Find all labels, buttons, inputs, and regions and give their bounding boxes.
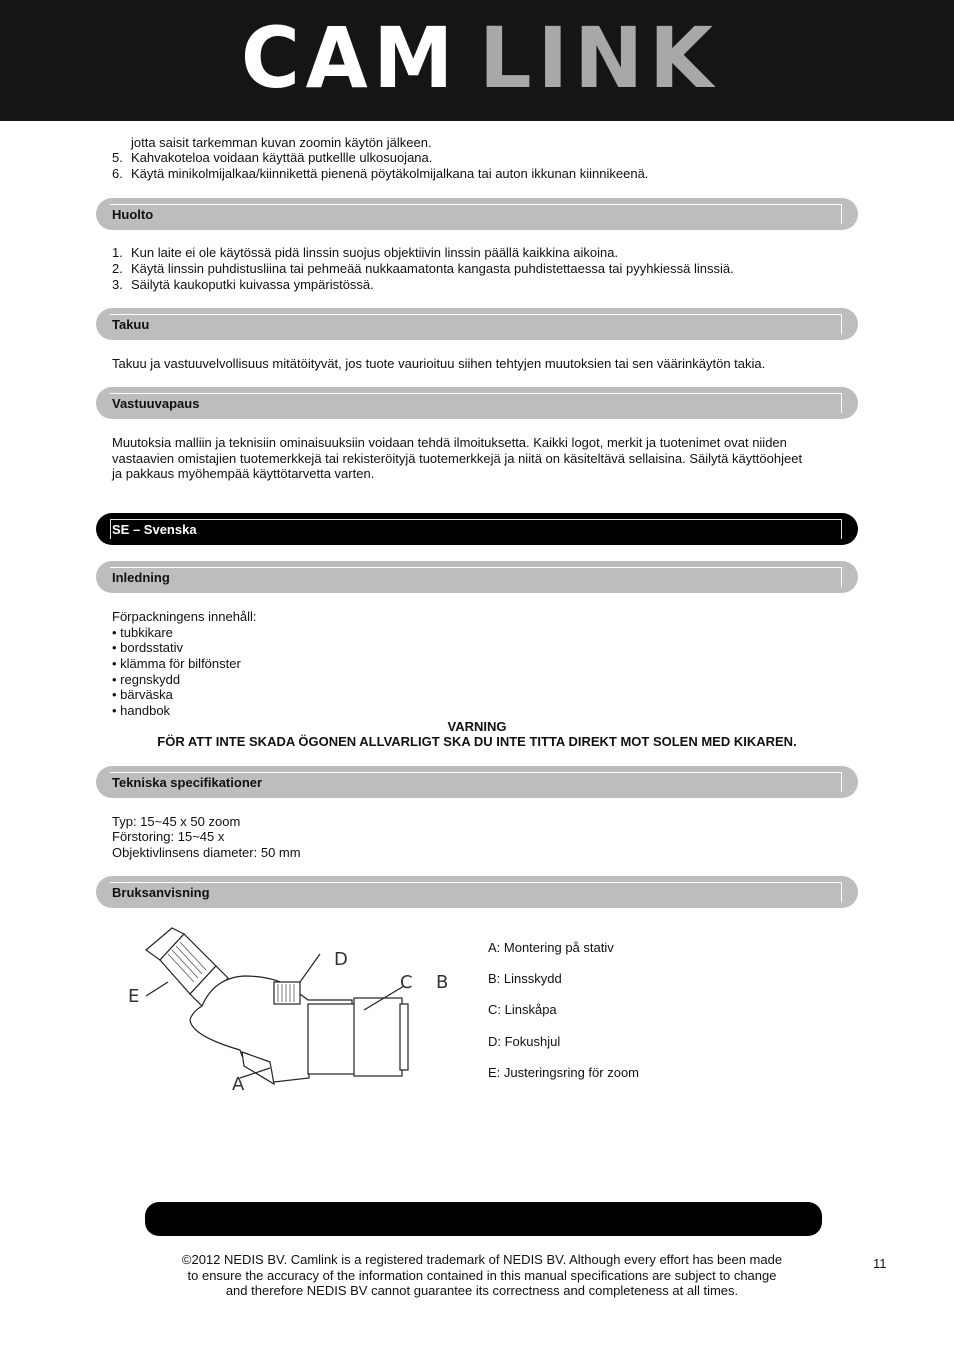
footer-line: to ensure the accuracy of the information contained in this manual specifications are subject to change xyxy=(187,1267,777,1283)
list-number: 1. xyxy=(112,245,123,260)
list-text: Kahvakoteloa voidaan käyttää putkellle ulkosuojana. xyxy=(131,150,433,165)
section-bar-inledning xyxy=(96,561,858,593)
page-number: 11 xyxy=(873,1256,887,1271)
paragraph-line: Muutoksia malliin ja teknisiin ominaisuuksiin voidaan tehdä ilmoituksetta. Kaikki logot, merkit ja tuotenimet ovat niiden xyxy=(112,435,787,450)
contents-item: • klämma för bilfönster xyxy=(112,656,241,671)
page-header xyxy=(0,0,954,121)
spec-line: Typ: 15~45 x 50 zoom xyxy=(112,814,241,829)
legend-item-c: C: Linskåpa xyxy=(488,1002,557,1017)
section-title: Takuu xyxy=(112,317,150,332)
spec-line: Förstoring: 15~45 x xyxy=(112,829,225,844)
section-bar-specs xyxy=(96,766,858,798)
warning-text: FÖR ATT INTE SKADA ÖGONEN ALLVARLIGT SKA DU INTE TITTA DIREKT MOT SOLEN MED KIKAREN. xyxy=(157,734,797,749)
warning-title: VARNING xyxy=(447,719,507,734)
diagram-label-d: D xyxy=(334,949,348,970)
footer-bar xyxy=(145,1202,822,1236)
footer-disclaimer xyxy=(132,1252,832,1299)
language-title: SE – Svenska xyxy=(112,522,197,537)
legend-item-d: D: Fokushjul xyxy=(488,1034,561,1049)
list-item xyxy=(112,261,734,277)
contents-heading: Förpackningens innehåll: xyxy=(112,609,257,624)
list-text: Kun laite ei ole käytössä pidä linssin suojus objektiivin linssin päällä kaikkina aikoina. xyxy=(131,245,619,260)
camlink-logo xyxy=(241,9,721,107)
language-bar-svenska xyxy=(96,513,858,545)
section-title: Bruksanvisning xyxy=(112,885,210,900)
list-number: 3. xyxy=(112,277,123,292)
takuu-text: Takuu ja vastuuvelvollisuus mitätöityvät, jos tuote vaurioituu siihen tehtyjen muutoksien tai sen väärinkäytön takia. xyxy=(112,356,766,371)
diagram-label-a: A xyxy=(232,1074,245,1095)
spec-line: Objektivlinsens diameter: 50 mm xyxy=(112,845,301,860)
section-title: Tekniska specifikationer xyxy=(112,775,263,790)
diagram-label-b: B xyxy=(436,972,449,993)
list-item xyxy=(112,245,618,261)
list-number: 2. xyxy=(112,261,123,276)
list-item xyxy=(112,277,374,293)
section-title: Inledning xyxy=(112,570,170,585)
section-title: Vastuuvapaus xyxy=(112,396,200,411)
paragraph-line: ja pakkaus myöhempää käyttötarvetta varten. xyxy=(112,466,375,481)
section-bar-vastuuvapaus xyxy=(96,387,858,419)
list-text: Käytä linssin puhdistusliina tai pehmeää nukkaamatonta kangasta puhdistettaessa tai pyyhkiessä linssiä. xyxy=(131,261,734,276)
legend-item-a: A: Montering på stativ xyxy=(488,940,614,955)
spotting-scope-diagram xyxy=(124,920,449,1098)
contents-item: • bordsstativ xyxy=(112,640,184,655)
legend-item-b: B: Linsskydd xyxy=(488,971,562,986)
logo-cam-text: CAM xyxy=(241,9,459,107)
list-number: 6. xyxy=(112,166,123,181)
section-title: Huolto xyxy=(112,207,154,222)
intro-line-continuation: jotta saisit tarkemman kuvan zoomin käytön jälkeen. xyxy=(131,135,432,150)
section-bar-bruksanvisning xyxy=(96,876,858,908)
logo-link-text: LINK xyxy=(479,9,719,107)
contents-item: • tubkikare xyxy=(112,625,173,640)
contents-item: • bärväska xyxy=(112,687,173,702)
intro-list-item xyxy=(112,150,432,166)
diagram-label-e: E xyxy=(128,986,140,1007)
contents-item: • regnskydd xyxy=(112,672,181,687)
section-bar-takuu xyxy=(96,308,858,340)
list-text: Käytä minikolmijalkaa/kiinnikettä pienenä pöytäkolmijalkana tai auton ikkunan kiinnikeenä. xyxy=(131,166,649,181)
list-number: 5. xyxy=(112,150,123,165)
footer-line: ©2012 NEDIS BV. Camlink is a registered trademark of NEDIS BV. Although every effort has been made xyxy=(181,1252,783,1267)
legend-item-e: E: Justeringsring för zoom xyxy=(488,1065,640,1080)
intro-list-item xyxy=(112,166,648,182)
contents-item: • handbok xyxy=(112,703,171,718)
section-bar-huolto xyxy=(96,198,858,230)
paragraph-line: vastaavien omistajien tuotemerkkejä tai rekisteröityjä tuotemerkkejä ja niitä on käsiteltävä sellaisina. Säilytä käyttöohjeet xyxy=(112,451,803,466)
footer-line: and therefore NEDIS BV cannot guarantee its correctness and completeness at all times. xyxy=(225,1283,739,1298)
diagram-label-c: C xyxy=(400,972,413,993)
list-text: Säilytä kaukoputki kuivassa ympäristössä. xyxy=(131,277,374,292)
